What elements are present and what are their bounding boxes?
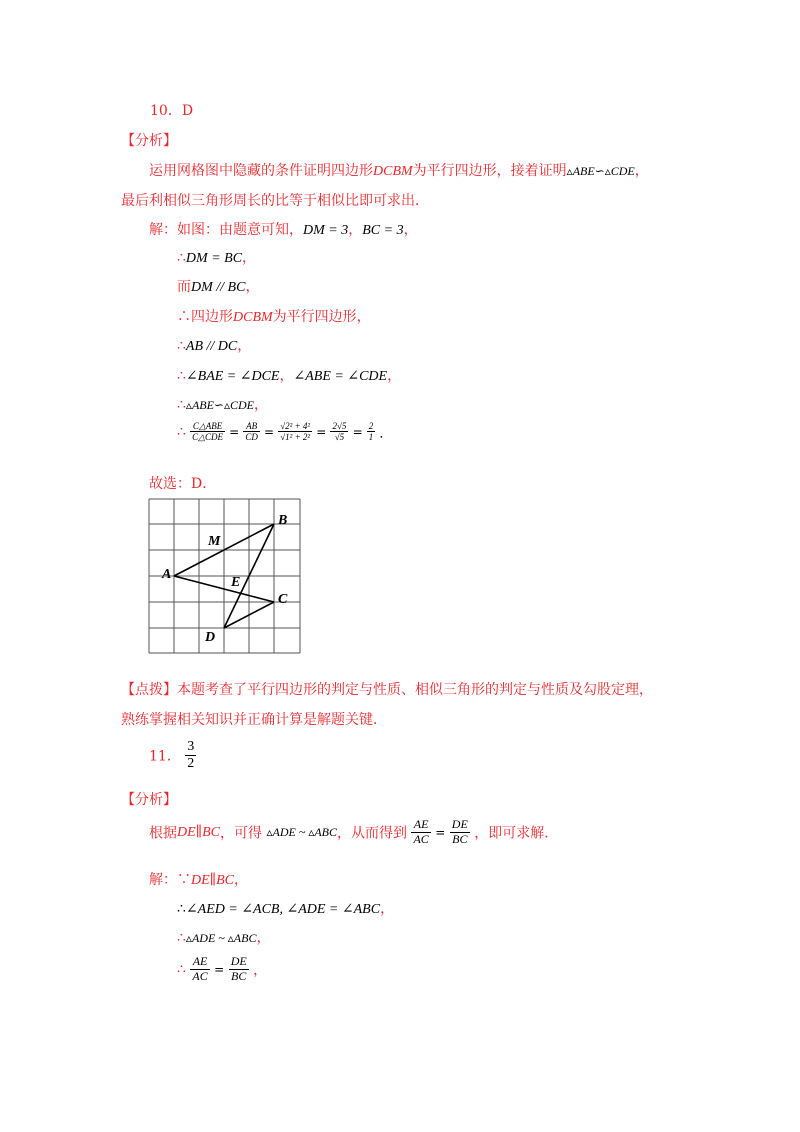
label-B: B [278,513,288,528]
analysis-11-line: 根据DE∥BC，可得 ▵ADE ~ ▵ABC，从而得到 $\frac{AE}{AC}$ = $\frac{DE}{BC}$ ，即可求解． [149,817,559,846]
analysis-tag-11: 【分析】 [121,792,177,808]
solution-intro: 解：如图：由题意可知，DM = 3，BC = 3， [149,222,418,238]
simplified-ratio-fraction: $\frac{2√5}{√5}$ [332,421,347,443]
analysis-line-2: 最后利相似三角形周长的比等于相似比即可求出． [121,193,429,209]
solution-11-intro: 解：∵DE∥BC， [149,872,249,888]
question-10-number: 10．D [150,103,194,119]
solution-11-step-2: ∴▵ADE ~ ▵ABC， [177,930,271,946]
solution-11-step-3: ∴ $\frac{AE}{AC}$ = $\frac{DE}{BC}$ ， [177,954,268,983]
sqrt-ratio-fraction: $\frac{\text{√2² + 4²}}{\text{√1² + 2²}}$ [280,421,311,443]
tip-line-1: 【点拨】本题考查了平行四边形的判定与性质、相似三角形的判定与性质及勾股定理， [121,682,653,698]
step-5: ∴∠BAE = ∠DCE，∠ABE = ∠CDE， [177,368,402,384]
step-4: ∴AB // DC， [177,338,252,354]
label-A: A [162,567,172,582]
label-E: E [231,575,241,590]
label-C: C [278,592,288,607]
step-6: ∴▵ABE∽▵CDE， [177,397,269,413]
solution-11-step-1: ∴∠AED = ∠ACB, ∠ADE = ∠ABC， [177,901,395,917]
label-M: M [208,534,221,549]
analysis-line-1: 运用网格图中隐藏的条件证明四边形DCBM为平行四边形，接着证明▵ABE∽▵CDE， [149,163,649,179]
step-2: 而DM // BC， [177,279,260,295]
grid-figure [148,498,302,654]
tip-line-2: 熟练掌握相关知识并正确计算是解题关键． [121,712,387,728]
step-3: ∴四边形DCBM为平行四边形， [177,309,371,325]
side-ratio-fraction: $\frac{AB}{CD}$ [245,421,258,443]
label-D: D [205,630,216,645]
answer-choice: 故选：D． [149,476,217,492]
final-ratio-fraction: $\frac{2}{1}$ [368,421,374,443]
step-7-ratio: ∴ $\frac{\text{C△ABE}}{\text{C△CDE}}$ = $\frac{AB}{CD}$ = $\frac{\text{√2² + 4²}}{\text{√1² + 2²}}$ = $\frac{2√5}{√5}$ = $\frac{2}{1}$ ． [177,421,393,443]
analysis-tag: 【分析】 [121,133,177,149]
question-11-header: 11． $\frac{3}{2}$ [149,739,195,772]
perimeter-ratio-fraction: $\frac{\text{C△ABE}}{\text{C△CDE}}$ [192,421,223,443]
answer-fraction: $\frac{3}{2}$ [187,739,195,772]
step-1: ∴DM = BC， [177,250,257,266]
